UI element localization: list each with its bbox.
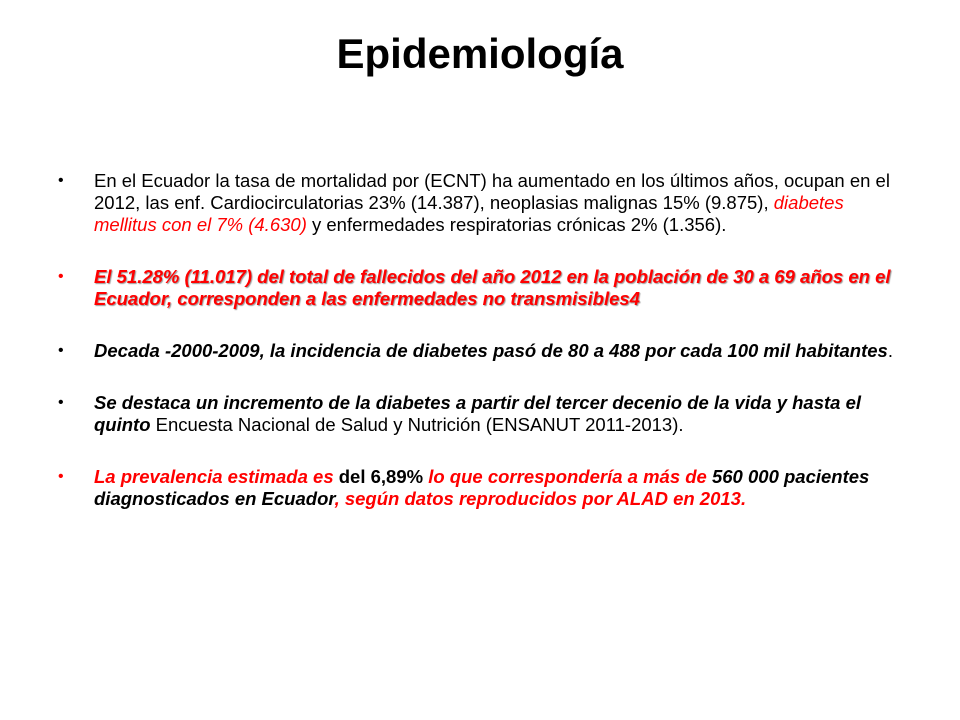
- bullet-text: y enfermedades respiratorias crónicas 2% (1.356).: [306, 214, 727, 235]
- bullet-text: Decada -2000-2009, la incidencia de diabetes pasó de 80 a 488 por cada 100 mil habitantes: [94, 340, 888, 361]
- bullet-item: [58, 266, 908, 310]
- bullet-dot-icon: •: [58, 342, 64, 359]
- bullet-text: 560 000 pacientes diagnosticados en Ecuador: [94, 466, 870, 509]
- bullet-dot-icon: •: [58, 268, 64, 285]
- bullet-text-highlight: , según datos reproducidos por ALAD en 2013.: [334, 488, 747, 509]
- bullet-text-highlight: El 51.28% (11.017) del total de fallecidos del año 2012 en la población de 30 a 69 años en el Ecuador, corresponden a las enfermedades no transmisibles4: [94, 266, 891, 309]
- bullet-item: [58, 170, 908, 236]
- bullet-text: .: [887, 340, 893, 361]
- bullet-text: Encuesta Nacional de Salud y Nutrición (ENSANUT 2011-2013).: [150, 414, 684, 435]
- bullet-text: En el Ecuador la tasa de mortalidad por (ECNT) ha aumentado en los últimos años, ocupan en el 2012, las enf. Cardiocirculatorias 23% (14.387), neoplasias malignas 15% (9.875),: [94, 170, 890, 213]
- bullet-item: [58, 392, 908, 436]
- bullet-dot-icon: •: [58, 172, 64, 189]
- slide-title: Epidemiología: [336, 30, 624, 77]
- bullet-text: Se destaca un incremento de la diabetes a partir del tercer decenio de la vida y hasta el quinto: [94, 392, 862, 435]
- bullet-text-highlight: lo que correspondería a más de: [428, 466, 712, 487]
- bullet-dot-icon: •: [58, 394, 64, 411]
- bullet-text: del 6,89%: [333, 466, 429, 487]
- bullet-item: [58, 340, 908, 362]
- bullet-text-highlight: La prevalencia estimada es: [94, 466, 334, 487]
- bullet-item: [58, 466, 908, 510]
- bullet-text-highlight: diabetes mellitus con el 7% (4.630): [94, 192, 844, 235]
- bullet-dot-icon: •: [58, 468, 64, 485]
- bullet-list: [58, 170, 908, 540]
